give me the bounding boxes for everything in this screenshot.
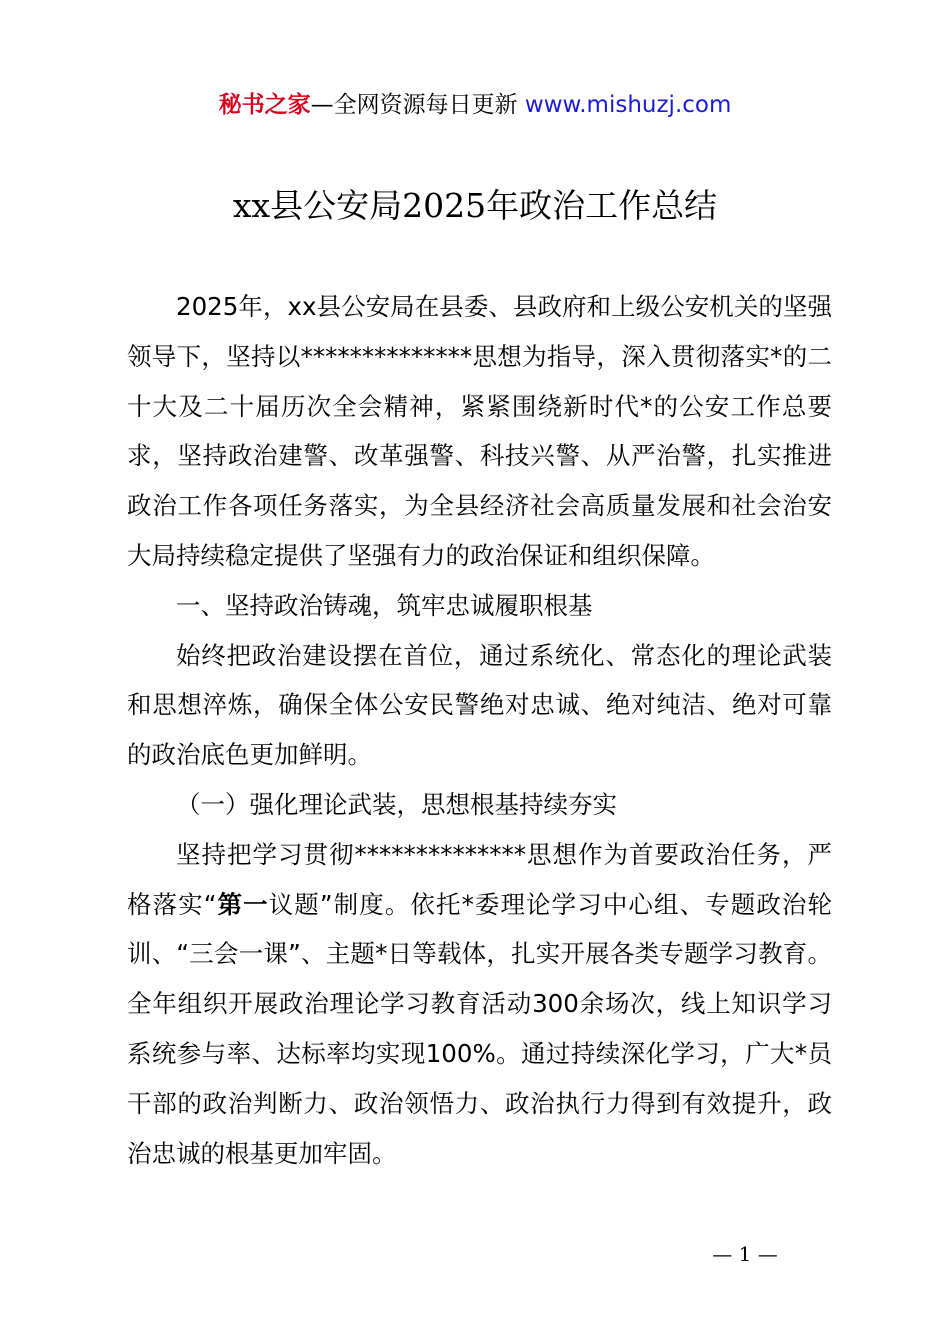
emphasis-text: 第一 bbox=[216, 889, 269, 919]
section-heading-1: 一、坚持政治铸魂，筑牢忠诚履职根基 bbox=[176, 590, 593, 620]
document-body bbox=[127, 282, 832, 1178]
subsection-paragraph-1 bbox=[127, 830, 832, 1179]
page-number: — 1 — bbox=[712, 1242, 778, 1266]
site-banner bbox=[0, 88, 950, 122]
section-paragraph-1: 始终把政治建设摆在首位，通过系统化、常态化的理论武装和思想淬炼，确保全体公安民警绝对忠诚、绝对纯洁、绝对可靠的政治底色更加鲜明。 bbox=[127, 640, 832, 770]
intro-paragraph: 2025年，xx县公安局在县委、县政府和上级公安机关的坚强领导下，坚持以**************思想为指导，深入贯彻落实*的二十大及二十届历次全会精神，紧紧围绕新时代*的公安工作总要求，坚持政治建警、改革强警、科技兴警、从严治警，扎实推进政治工作各项任务落实，为全县经济社会高质量发展和社会治安大局持续稳定提供了坚强有力的政治保证和组织保障。 bbox=[127, 292, 832, 570]
site-url-link[interactable]: www.mishuzj.com bbox=[524, 92, 732, 118]
document-title: xx县公安局2025年政治工作总结 bbox=[232, 186, 718, 225]
paragraph-text-start: 坚持把学习贯彻**************思想作为首要政治任务，严格落实“ bbox=[127, 839, 832, 919]
paragraph-text-end: 议题”制度。依托*委理论学习中心组、专题政治轮训、“三会一课”、主题*日等载体，扎实开展各类专题学习教育。全年组织开展政治理论学习教育活动300余场次，线上知识学习系统参与率、达标率均实现100%。通过持续深化学习，广大*员干部的政治判断力、政治领悟力、政治执行力得到有效提升，政治忠诚的根基更加牢固。 bbox=[127, 889, 833, 1168]
subsection-heading-1: （一）强化理论武装，思想根基持续夯实 bbox=[176, 789, 617, 819]
banner-tagline: —全网资源每日更新 bbox=[310, 92, 518, 118]
brand-name: 秘书之家 bbox=[218, 92, 311, 118]
